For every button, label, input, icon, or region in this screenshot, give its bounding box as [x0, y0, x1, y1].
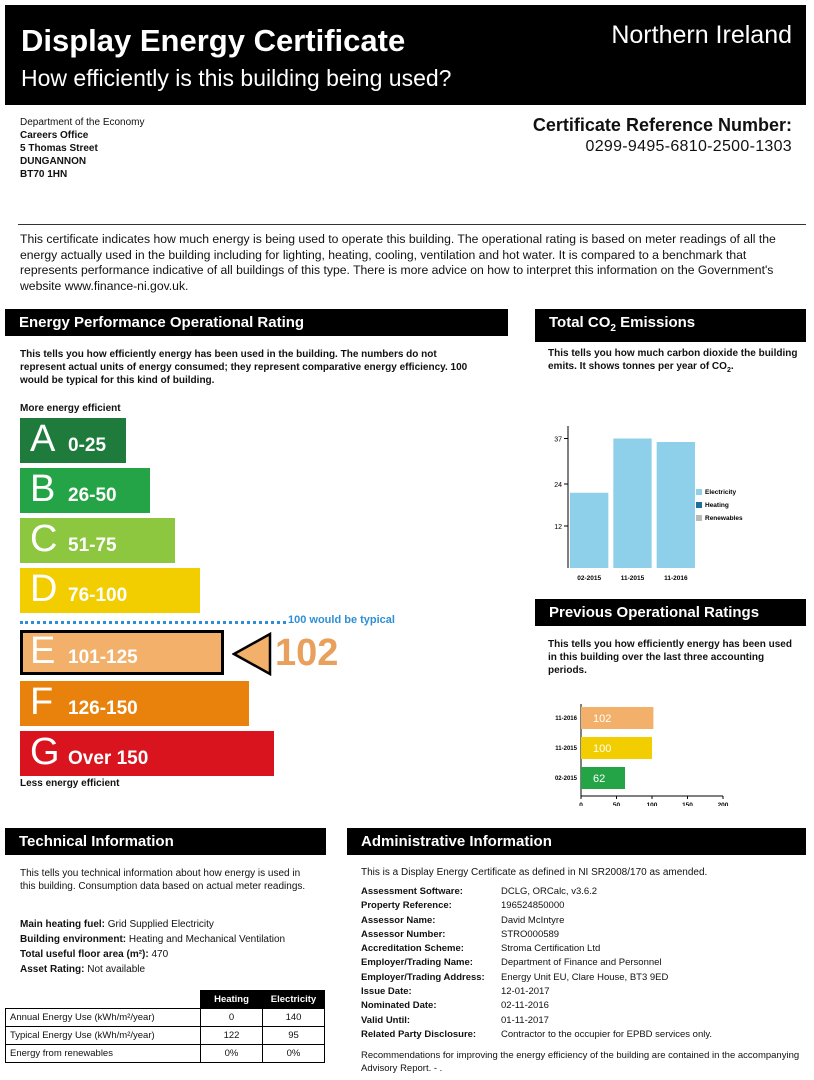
less-efficient-label: Less energy efficient — [20, 778, 120, 789]
rating-bar-label: 102 — [593, 713, 612, 725]
energy-use-table — [5, 990, 325, 1063]
certificate-reference-number: 0299-9495-6810-2500-1303 — [585, 138, 792, 155]
rating-bar-label: 62 — [593, 773, 606, 785]
x-tick-label: 0 — [579, 802, 583, 806]
band-range: 51-75 — [68, 535, 117, 556]
admin-value: Energy Unit EU, Clare House, BT3 9ED — [501, 971, 669, 983]
admin-key: Employer/Trading Name: — [361, 957, 473, 969]
admin-value: David McIntyre — [501, 914, 565, 926]
co2-heading-text: Total CO — [549, 314, 611, 331]
asset-rating-label: Asset Rating: — [20, 964, 85, 975]
admin-key: Valid Until: — [361, 1014, 411, 1026]
admin-value: DCLG, ORCalc, v3.6.2 — [501, 886, 598, 897]
admin-key: Assessor Name: — [361, 914, 436, 926]
co2-description-text: This tells you how much carbon dioxide the building emits. It shows tonnes per year of CO — [548, 348, 798, 372]
table-header-row — [6, 991, 325, 1009]
admin-footer: Recommendations for improving the energy efficiency of the building are contained in the accompanying Advisory Report. - . — [361, 1050, 800, 1074]
environment-label: Building environment: — [20, 934, 127, 945]
table-header-blank — [6, 991, 201, 1009]
admin-key: Related Party Disclosure: — [361, 1028, 477, 1040]
asset-rating-value: Not available — [87, 964, 146, 975]
x-tick-label: 150 — [682, 802, 693, 806]
heating-fuel-row — [20, 917, 285, 932]
y-tick-label: 37 — [554, 436, 562, 444]
admin-value: 12-01-2017 — [501, 986, 550, 998]
legend-label: Electricity — [705, 489, 737, 496]
x-tick-label: 02-2015 — [577, 575, 602, 582]
previous-ratings-description: This tells you how efficiently energy has been used in this building over the last three accounting periods. — [548, 639, 792, 676]
x-tick-label: 200 — [717, 802, 729, 806]
band-c — [20, 518, 175, 563]
co2-description-subscript: 2 — [726, 367, 731, 374]
admin-key: Issue Date: — [361, 986, 412, 998]
heating-fuel-value: Grid Supplied Electricity — [107, 919, 214, 930]
row-label: Energy from renewables — [6, 1045, 201, 1063]
page-title: Display Energy Certificate — [21, 23, 406, 58]
table-row — [6, 1009, 325, 1027]
heating-cell: 0% — [201, 1045, 263, 1063]
more-efficient-label: More energy efficient — [20, 403, 121, 414]
band-g — [20, 731, 274, 776]
band-range: 0-25 — [68, 435, 107, 456]
band-range: 101-125 — [68, 647, 138, 668]
admin-value: Contractor to the occupier for EPBD services only. — [501, 1028, 713, 1040]
band-f — [20, 681, 249, 726]
technical-info-description: This tells you technical information about how energy is used in this building. Consumption data based on actual meter readings. — [20, 868, 306, 892]
rating-bar — [581, 707, 653, 729]
band-letter: G — [30, 731, 60, 773]
co2-heading-suffix: Emissions — [615, 314, 696, 331]
admin-info-heading: Administrative Information — [347, 828, 806, 855]
band-a — [20, 418, 126, 463]
x-tick-label: 11-2015 — [620, 575, 645, 582]
co2-description — [548, 347, 798, 377]
admin-value: 196524850000 — [501, 900, 565, 912]
legend-swatch — [696, 489, 702, 495]
building-address — [20, 116, 145, 181]
certificate-reference — [533, 115, 792, 156]
electricity-cell: 140 — [263, 1009, 325, 1027]
technical-info-heading: Technical Information — [5, 828, 326, 855]
certificate-header — [5, 5, 806, 105]
admin-key: Assessment Software: — [361, 886, 463, 897]
electricity-cell: 0% — [263, 1045, 325, 1063]
band-letter: E — [30, 630, 56, 672]
intro-paragraph: This certificate indicates how much energy is being used to operate this building. The operational rating is based on meter readings of all the energy actually used in the building including for lighting, heating, cooling, ventilation and hot water. It is compared to a benchmark that represents performance indicative of all buildings of this type. There is more advice on how to interpret this information on the Government's website www.finance-ni.gov.uk. — [20, 232, 776, 293]
table-row — [6, 1027, 325, 1045]
y-tick-label: 12 — [554, 524, 562, 531]
operational-rating-value: 102 — [275, 632, 339, 674]
admin-value: Department of Finance and Personnel — [501, 957, 662, 969]
previous-ratings-heading: Previous Operational Ratings — [535, 599, 806, 626]
asset-rating-row — [20, 962, 285, 977]
x-tick-label: 100 — [646, 802, 658, 806]
band-letter: A — [30, 418, 56, 460]
x-tick-label: 50 — [612, 802, 621, 806]
environment-value: Heating and Mechanical Ventilation — [128, 934, 286, 945]
co2-description-end: . — [730, 361, 734, 372]
band-range: 26-50 — [68, 485, 117, 506]
admin-value: Stroma Certification Ltd — [501, 943, 601, 955]
environment-row — [20, 932, 285, 947]
admin-intro: This is a Display Energy Certificate as defined in NI SR2008/170 as amended. — [361, 867, 708, 878]
co2-heading — [535, 309, 806, 342]
rating-bar — [581, 737, 652, 759]
rating-bar-label: 100 — [593, 743, 612, 755]
certificate-reference-label: Certificate Reference Number: — [532, 115, 792, 135]
page-subtitle: How efficiently is this building being used? — [21, 65, 452, 91]
row-label: Annual Energy Use (kWh/m²/year) — [6, 1009, 201, 1027]
co2-heading-subscript: 2 — [610, 323, 616, 334]
technical-details — [20, 917, 285, 977]
admin-key: Accreditation Scheme: — [361, 943, 464, 955]
admin-key: Assessor Number: — [361, 928, 446, 940]
heating-fuel-label: Main heating fuel: — [20, 919, 105, 930]
band-letter: D — [30, 568, 58, 610]
admin-value: 02-11-2016 — [501, 1000, 549, 1012]
address-line: 5 Thomas Street — [20, 143, 98, 154]
band-d — [20, 568, 200, 613]
x-tick-label: 11-2016 — [664, 575, 688, 582]
y-tick-label: 02-2015 — [554, 776, 577, 782]
divider — [18, 224, 806, 225]
admin-key: Employer/Trading Address: — [361, 971, 485, 983]
electricity-cell: 95 — [263, 1027, 325, 1045]
band-letter: F — [30, 681, 54, 723]
operational-rating-description: This tells you how efficiently energy has been used in the building. The numbers do not represent actual units of energy consumed; they represent comparative energy efficiency. 100 would be typical for this kind of building. — [20, 349, 468, 386]
typical-benchmark-label: 100 would be typical — [288, 614, 395, 626]
band-b — [20, 468, 150, 513]
legend-swatch — [696, 502, 702, 508]
floor-area-row — [20, 947, 285, 962]
heating-cell: 122 — [201, 1027, 263, 1045]
admin-value: STRO000589 — [501, 928, 560, 940]
floor-area-label: Total useful floor area (m²): — [20, 949, 149, 960]
address-line: BT70 1HN — [20, 169, 68, 180]
legend-label: Renewables — [705, 515, 743, 522]
column-header-electricity: Electricity — [263, 991, 325, 1009]
previous-ratings-chart — [540, 700, 806, 806]
band-e-current — [20, 630, 224, 675]
band-range: 126-150 — [68, 698, 138, 719]
rating-pointer-icon — [232, 632, 274, 676]
bar-electricity — [613, 439, 651, 569]
band-range: Over 150 — [68, 748, 149, 769]
address-line: Careers Office — [20, 130, 89, 141]
y-tick-label: 11-2016 — [555, 716, 577, 722]
admin-key: Property Reference: — [361, 900, 452, 912]
band-letter: B — [30, 468, 56, 510]
legend-label: Heating — [705, 502, 729, 509]
bar-electricity — [657, 442, 695, 568]
address-line: Department of the Economy — [20, 117, 145, 128]
legend-swatch — [696, 515, 702, 521]
band-letter: C — [30, 518, 58, 560]
admin-value: 01-11-2017 — [501, 1014, 549, 1026]
row-label: Typical Energy Use (kWh/m²/year) — [6, 1027, 201, 1045]
heating-cell: 0 — [201, 1009, 263, 1027]
band-range: 76-100 — [68, 585, 128, 606]
admin-key: Nominated Date: — [361, 1000, 437, 1012]
typical-benchmark-line — [20, 621, 286, 624]
operational-rating-heading: Energy Performance Operational Rating — [5, 309, 508, 336]
y-tick-label: 24 — [554, 482, 562, 489]
floor-area-value: 470 — [151, 949, 169, 960]
co2-emissions-chart — [540, 418, 806, 588]
y-tick-label: 11-2015 — [555, 746, 577, 752]
region-label: Northern Ireland — [611, 21, 792, 49]
column-header-heating: Heating — [201, 991, 263, 1009]
bar-electricity — [570, 493, 608, 568]
address-line: DUNGANNON — [20, 156, 87, 167]
table-row — [6, 1045, 325, 1063]
